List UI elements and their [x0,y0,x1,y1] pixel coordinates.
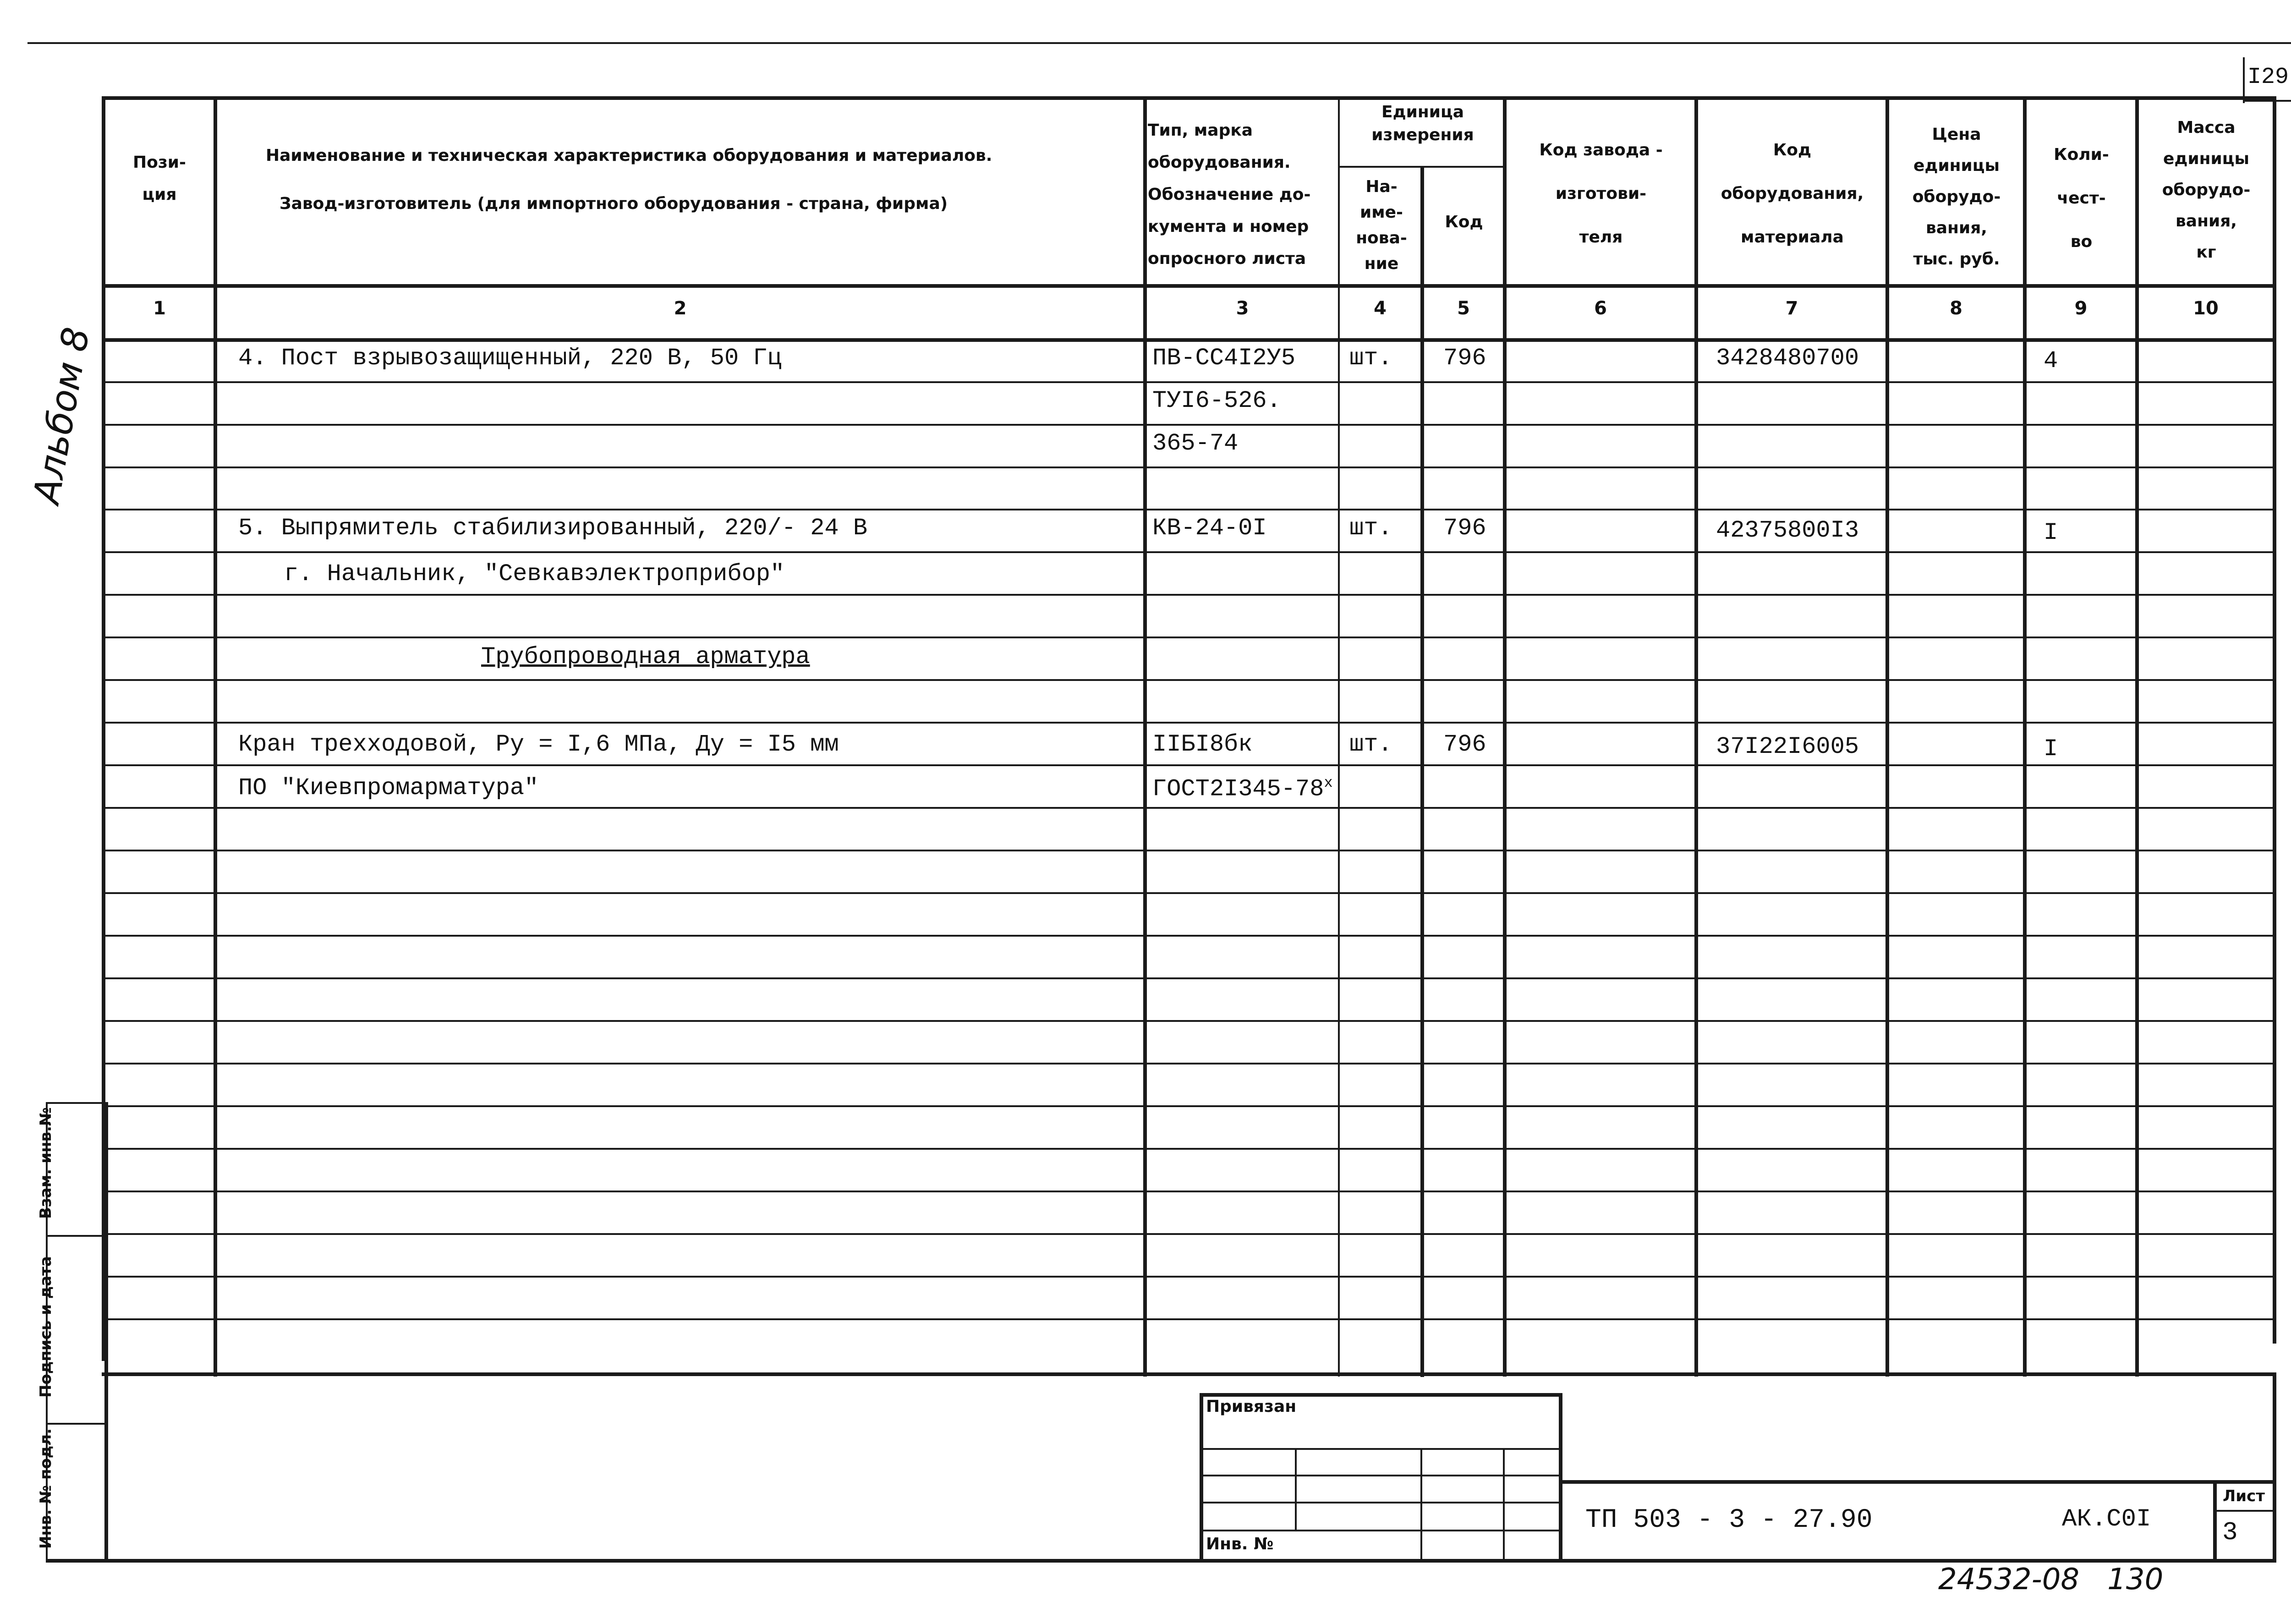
hdr-type: Тип, марка оборудования. Обозначение до- кумента и номер опросного листа [1148,121,1311,268]
doc-code-top [1559,1480,2276,1484]
row-line [102,1276,2276,1278]
side-strip-div2 [46,1423,106,1425]
row5-unit: шт. [1349,515,1392,542]
priv-row [1200,1502,1562,1503]
table-top [102,96,2276,100]
hdr-price: Цена единицы оборудо- вания, тыс. руб. [1912,125,2001,269]
hdr-unit-name: На- име- нова- ние [1356,177,1407,273]
col-num-4: 4 [1374,298,1387,319]
row2-type: ТУI6-526. [1152,387,1281,414]
row-line [102,764,2276,766]
row11-type-sup: х [1324,774,1333,791]
row-line [102,722,2276,724]
row5-type: КВ-24-0I [1152,515,1267,542]
album-code: АК.С0I [2062,1505,2151,1533]
col-num-9: 9 [2074,298,2088,319]
header-bottom [102,284,2276,288]
row-line [102,466,2276,468]
row-line [102,381,2276,383]
row11-name: ПО "Киевпромарматура" [238,774,539,801]
list-number: 3 [2222,1518,2238,1547]
side-note: Альбом 8 [25,324,98,507]
stamp-privyazan: Привязан [1206,1397,1297,1416]
row-line [102,1318,2276,1320]
row1-equip-code: 3428480700 [1716,345,1859,372]
list-box-div [2213,1510,2276,1512]
priv-col [1503,1448,1505,1563]
bottom-note: 24532-08 130 [1938,1563,2164,1597]
stamp-right [2273,1372,2276,1563]
col-num-3: 3 [1236,298,1249,319]
side-label-vzam: Взам. инв.№ [37,1107,55,1219]
row-line [102,1148,2276,1150]
side-strip-top [46,1102,106,1104]
col-num-8: 8 [1950,298,1962,319]
row10-type: IIБI8бк [1152,731,1253,758]
row-line [102,850,2276,851]
side-label-inv-podl: Инв. № подл. [37,1428,55,1549]
stamp-bottom [46,1559,2276,1563]
row1-name: 4. Пост взрывозащищенный, 220 В, 50 Гц [238,345,782,372]
side-strip-div1 [46,1235,106,1237]
row-line [102,679,2276,681]
stamp-inv-no: Инв. № [1206,1535,1274,1553]
col-num-5: 5 [1457,298,1470,319]
col-sep-8 [2023,97,2027,1377]
col-num-6: 6 [1594,298,1607,319]
priv-row [1200,1530,1562,1531]
priv-col [1420,1448,1422,1563]
hdr-position: Пози- ция [133,153,186,204]
priv-box-left [1200,1393,1203,1563]
row5-qty: I [2044,519,2058,546]
col-sep-1 [214,97,217,1377]
col-sep-5 [1503,97,1507,1377]
row5-unit-code: 796 [1443,515,1486,542]
row1-unit-code: 796 [1443,345,1486,372]
side-label-podpis: Подпись и дата [37,1256,55,1398]
section-title: Трубопроводная арматура [481,643,810,670]
priv-box-right [1559,1393,1562,1563]
col-num-2: 2 [674,298,687,319]
row1-qty: 4 [2044,347,2058,374]
hdr-quantity: Коли- чест- во [2054,145,2109,251]
row-line [102,1020,2276,1022]
col-num-1: 1 [153,298,166,319]
row-line [102,509,2276,510]
priv-col [1295,1448,1297,1530]
row-line [102,807,2276,809]
row5-equip-code: 42375800I3 [1716,517,1859,544]
col-sep-3 [1338,97,1340,1377]
doc-code: ТП 503 - 3 - 27.90 [1585,1505,1873,1535]
side-strip-right [104,1102,108,1563]
col-sep-7 [1885,97,1889,1377]
row-line [102,424,2276,426]
col-sep-6 [1694,97,1698,1377]
row1-type: ПВ-СС4I2У5 [1152,345,1296,372]
row-line [102,636,2276,638]
row-line [102,551,2276,553]
priv-row [1200,1475,1562,1476]
col-num-7: 7 [1785,298,1798,319]
sheet-corner-number: I29 [2247,64,2289,90]
row10-qty: I [2044,735,2058,763]
row-line [102,1191,2276,1192]
row1-unit: шт. [1349,345,1392,372]
row5-name: 5. Выпрямитель стабилизированный, 220/- 24 В [238,515,868,542]
row6-name: г. Начальник, "Севкавэлектроприбор" [284,560,785,587]
row3-type: 365-74 [1152,430,1239,457]
row10-unit: шт. [1349,731,1392,758]
table-bottom [102,1372,2276,1376]
row11-type-text: ГОСТ2I345-78 [1152,775,1324,803]
colnum-bottom [102,338,2276,342]
list-label: Лист [2223,1487,2265,1505]
row10-equip-code: 37I22I6005 [1716,733,1859,760]
row-line [102,892,2276,894]
top-rule [27,42,2291,44]
hdr-name-line2: Завод-изготовитель (для импортного оборудования - страна, фирма) [280,194,948,213]
row-line [102,1233,2276,1235]
row-line [102,977,2276,979]
corner-box-bottom [2243,100,2291,102]
row10-unit-code: 796 [1443,731,1486,758]
col-num-10: 10 [2193,298,2219,319]
unit-subdivider [1338,166,1503,168]
priv-row [1200,1448,1562,1450]
col-sep-4 [1420,167,1424,1377]
col-sep-9 [2135,97,2139,1377]
row-line [102,1105,2276,1107]
hdr-equip-code: Код оборудования, материала [1721,141,1864,247]
row-line [102,935,2276,937]
hdr-unit-code: Код [1445,213,1483,231]
row-line [102,594,2276,596]
col-sep-2 [1143,97,1147,1377]
row11-type [1152,774,1333,802]
hdr-name-line1: Наименование и техническая характеристика оборудования и материалов. [266,146,992,165]
hdr-mass: Масса единицы оборудо- вания, кг [2162,118,2251,262]
hdr-factory-code: Код завода - изготови- теля [1539,141,1663,247]
hdr-unit-group: Единица измерения [1371,103,1474,144]
row10-name: Кран трехходовой, Ру = I,6 МПа, Ду = I5 мм [238,731,839,758]
row-line [102,1063,2276,1064]
